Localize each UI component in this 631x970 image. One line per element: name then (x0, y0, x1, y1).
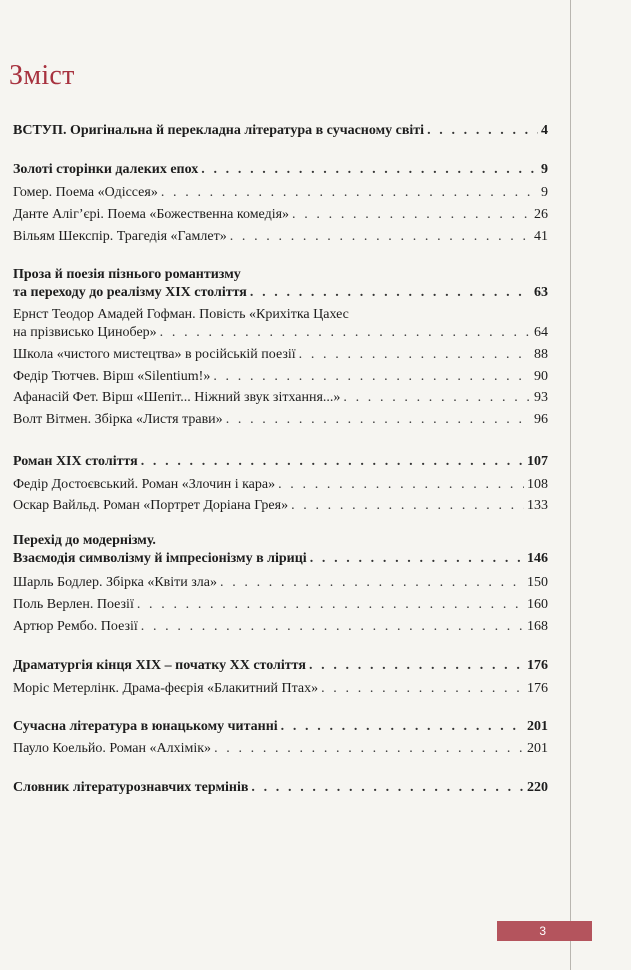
toc-entry-label: ВСТУП. Оригінальна й перекладна література в сучасному світі (13, 123, 425, 138)
toc-entry-label: Золоті сторінки далеких епох (13, 162, 199, 177)
dot-leader (141, 453, 524, 471)
toc-section-drama[interactable] (13, 657, 548, 675)
toc-entry-label: Афанасій Фет. Вірш «Шепіт... Ніжний звук зітхання...» (13, 390, 341, 405)
toc-entry-label: Сучасна література в юнацькому читанні (13, 719, 278, 734)
toc-page-number: 41 (534, 229, 548, 244)
toc-entry-label: та переходу до реалізму XIX століття (13, 285, 247, 300)
toc-entry-label: Волт Вітмен. Збірка «Листя трави» (13, 412, 223, 427)
toc-page-number: 64 (534, 325, 548, 340)
toc-page-number: 150 (527, 575, 548, 590)
toc-entry-coelho[interactable] (13, 740, 548, 758)
toc-entry-label: Шарль Бодлер. Збірка «Квіти зла» (13, 575, 217, 590)
dot-leader (251, 779, 524, 797)
toc-entry-label: Пауло Коельйо. Роман «Алхімік» (13, 741, 212, 756)
toc-page-number: 220 (527, 780, 548, 795)
toc-section-novel[interactable] (13, 453, 548, 471)
toc-page-number: 201 (527, 719, 548, 734)
dot-leader (291, 497, 524, 515)
toc-page-number: 168 (527, 619, 548, 634)
toc-entry-hoffmann[interactable] (13, 324, 548, 342)
dot-leader (161, 184, 538, 202)
dot-leader (250, 284, 531, 302)
toc-entry-tyutchev[interactable] (13, 368, 548, 386)
page-number: 3 (539, 924, 546, 938)
dot-leader (281, 718, 524, 736)
toc-entry-rimbaud[interactable] (13, 618, 548, 636)
toc-page-number: 133 (527, 498, 548, 513)
dot-leader (214, 740, 524, 758)
toc-entry-verlaine[interactable] (13, 596, 548, 614)
toc-entry-dante[interactable] (13, 206, 548, 224)
toc-entry-line: Ернст Теодор Амадей Гофман. Повість «Крихітка Цахес (13, 307, 349, 322)
toc-entry-label: Федір Достоєвський. Роман «Злочин і кара» (13, 477, 276, 492)
toc-entry-label: Вільям Шекспір. Трагедія «Гамлет» (13, 229, 227, 244)
toc-page-number: 26 (534, 207, 548, 222)
dot-leader (278, 476, 524, 494)
toc-section-heading-line: Проза й поезія пізнього романтизму (13, 267, 241, 282)
toc-section-heading-line: Перехід до модернізму. (13, 533, 156, 548)
toc-page-number: 90 (534, 369, 548, 384)
dot-leader (201, 161, 538, 179)
toc-entry-label: Поль Верлен. Поезії (13, 597, 134, 612)
toc-entry-intro[interactable] (13, 122, 548, 140)
dot-leader (141, 618, 524, 636)
toc-page-number: 4 (541, 123, 548, 138)
dot-leader (137, 596, 524, 614)
dot-leader (220, 574, 524, 592)
dot-leader (213, 368, 531, 386)
page-number-badge (497, 921, 592, 941)
toc-entry-label: Роман XIX століття (13, 454, 138, 469)
toc-section-ancient[interactable] (13, 161, 548, 179)
toc-page-number: 176 (527, 658, 548, 673)
dot-leader (427, 122, 538, 140)
toc-entry-label: Драматургія кінця XIX – початку XX століття (13, 658, 306, 673)
toc-page-number: 160 (527, 597, 548, 612)
dot-leader (310, 550, 524, 568)
toc-entry-whitman[interactable] (13, 411, 548, 429)
toc-entry-label: Взаємодія символізму й імпресіонізму в ліриці (13, 551, 307, 566)
dot-leader (230, 228, 531, 246)
toc-page-number: 93 (534, 390, 548, 405)
toc-section-glossary[interactable] (13, 779, 548, 797)
toc-entry-maeterlinck[interactable] (13, 680, 548, 698)
toc-page-number: 88 (534, 347, 548, 362)
dot-leader (309, 657, 524, 675)
toc-page-number: 9 (541, 185, 548, 200)
toc-entry-label: Моріс Метерлінк. Драма-феєрія «Блакитний Птах» (13, 681, 319, 696)
toc-entry-label: на прізвисько Цинобер» (13, 325, 157, 340)
dot-leader (343, 389, 531, 407)
page-margin-rule (570, 0, 571, 970)
toc-entry-baudelaire[interactable] (13, 574, 548, 592)
dot-leader (160, 324, 531, 342)
toc-page-number: 176 (527, 681, 548, 696)
toc-page-number: 63 (534, 285, 548, 300)
dot-leader (321, 680, 524, 698)
toc-page-number: 9 (541, 162, 548, 177)
toc-page-number: 96 (534, 412, 548, 427)
page-title: Зміст (9, 60, 75, 91)
toc-entry-label: Федір Тютчев. Вірш «Silentium!» (13, 369, 211, 384)
toc-page-number: 108 (527, 477, 548, 492)
toc-section-contemporary[interactable] (13, 718, 548, 736)
toc-entry-label: Гомер. Поема «Одіссея» (13, 185, 158, 200)
toc-entry-label: Артюр Рембо. Поезії (13, 619, 138, 634)
toc-section-modernism[interactable] (13, 550, 548, 568)
toc-entry-dostoevsky[interactable] (13, 476, 548, 494)
dot-leader (226, 411, 531, 429)
toc-entry-pure-art[interactable] (13, 346, 548, 364)
toc-entry-label: Словник літературознавчих термінів (13, 780, 249, 795)
toc-entry-label: Оскар Вайльд. Роман «Портрет Доріана Грея» (13, 498, 289, 513)
toc-page-number: 107 (527, 454, 548, 469)
toc-page-number: 201 (527, 741, 548, 756)
toc-entry-fet[interactable] (13, 389, 548, 407)
toc-entry-label: Школа «чистого мистецтва» в російській поезії (13, 347, 296, 362)
toc-section-romanticism[interactable] (13, 284, 548, 302)
toc-entry-shakespeare[interactable] (13, 228, 548, 246)
toc-entry-wilde[interactable] (13, 497, 548, 515)
toc-entry-homer[interactable] (13, 184, 548, 202)
dot-leader (299, 346, 531, 364)
dot-leader (292, 206, 531, 224)
toc-entry-label: Данте Аліг’єрі. Поема «Божественна комедія» (13, 207, 290, 222)
toc-page-number: 146 (527, 551, 548, 566)
